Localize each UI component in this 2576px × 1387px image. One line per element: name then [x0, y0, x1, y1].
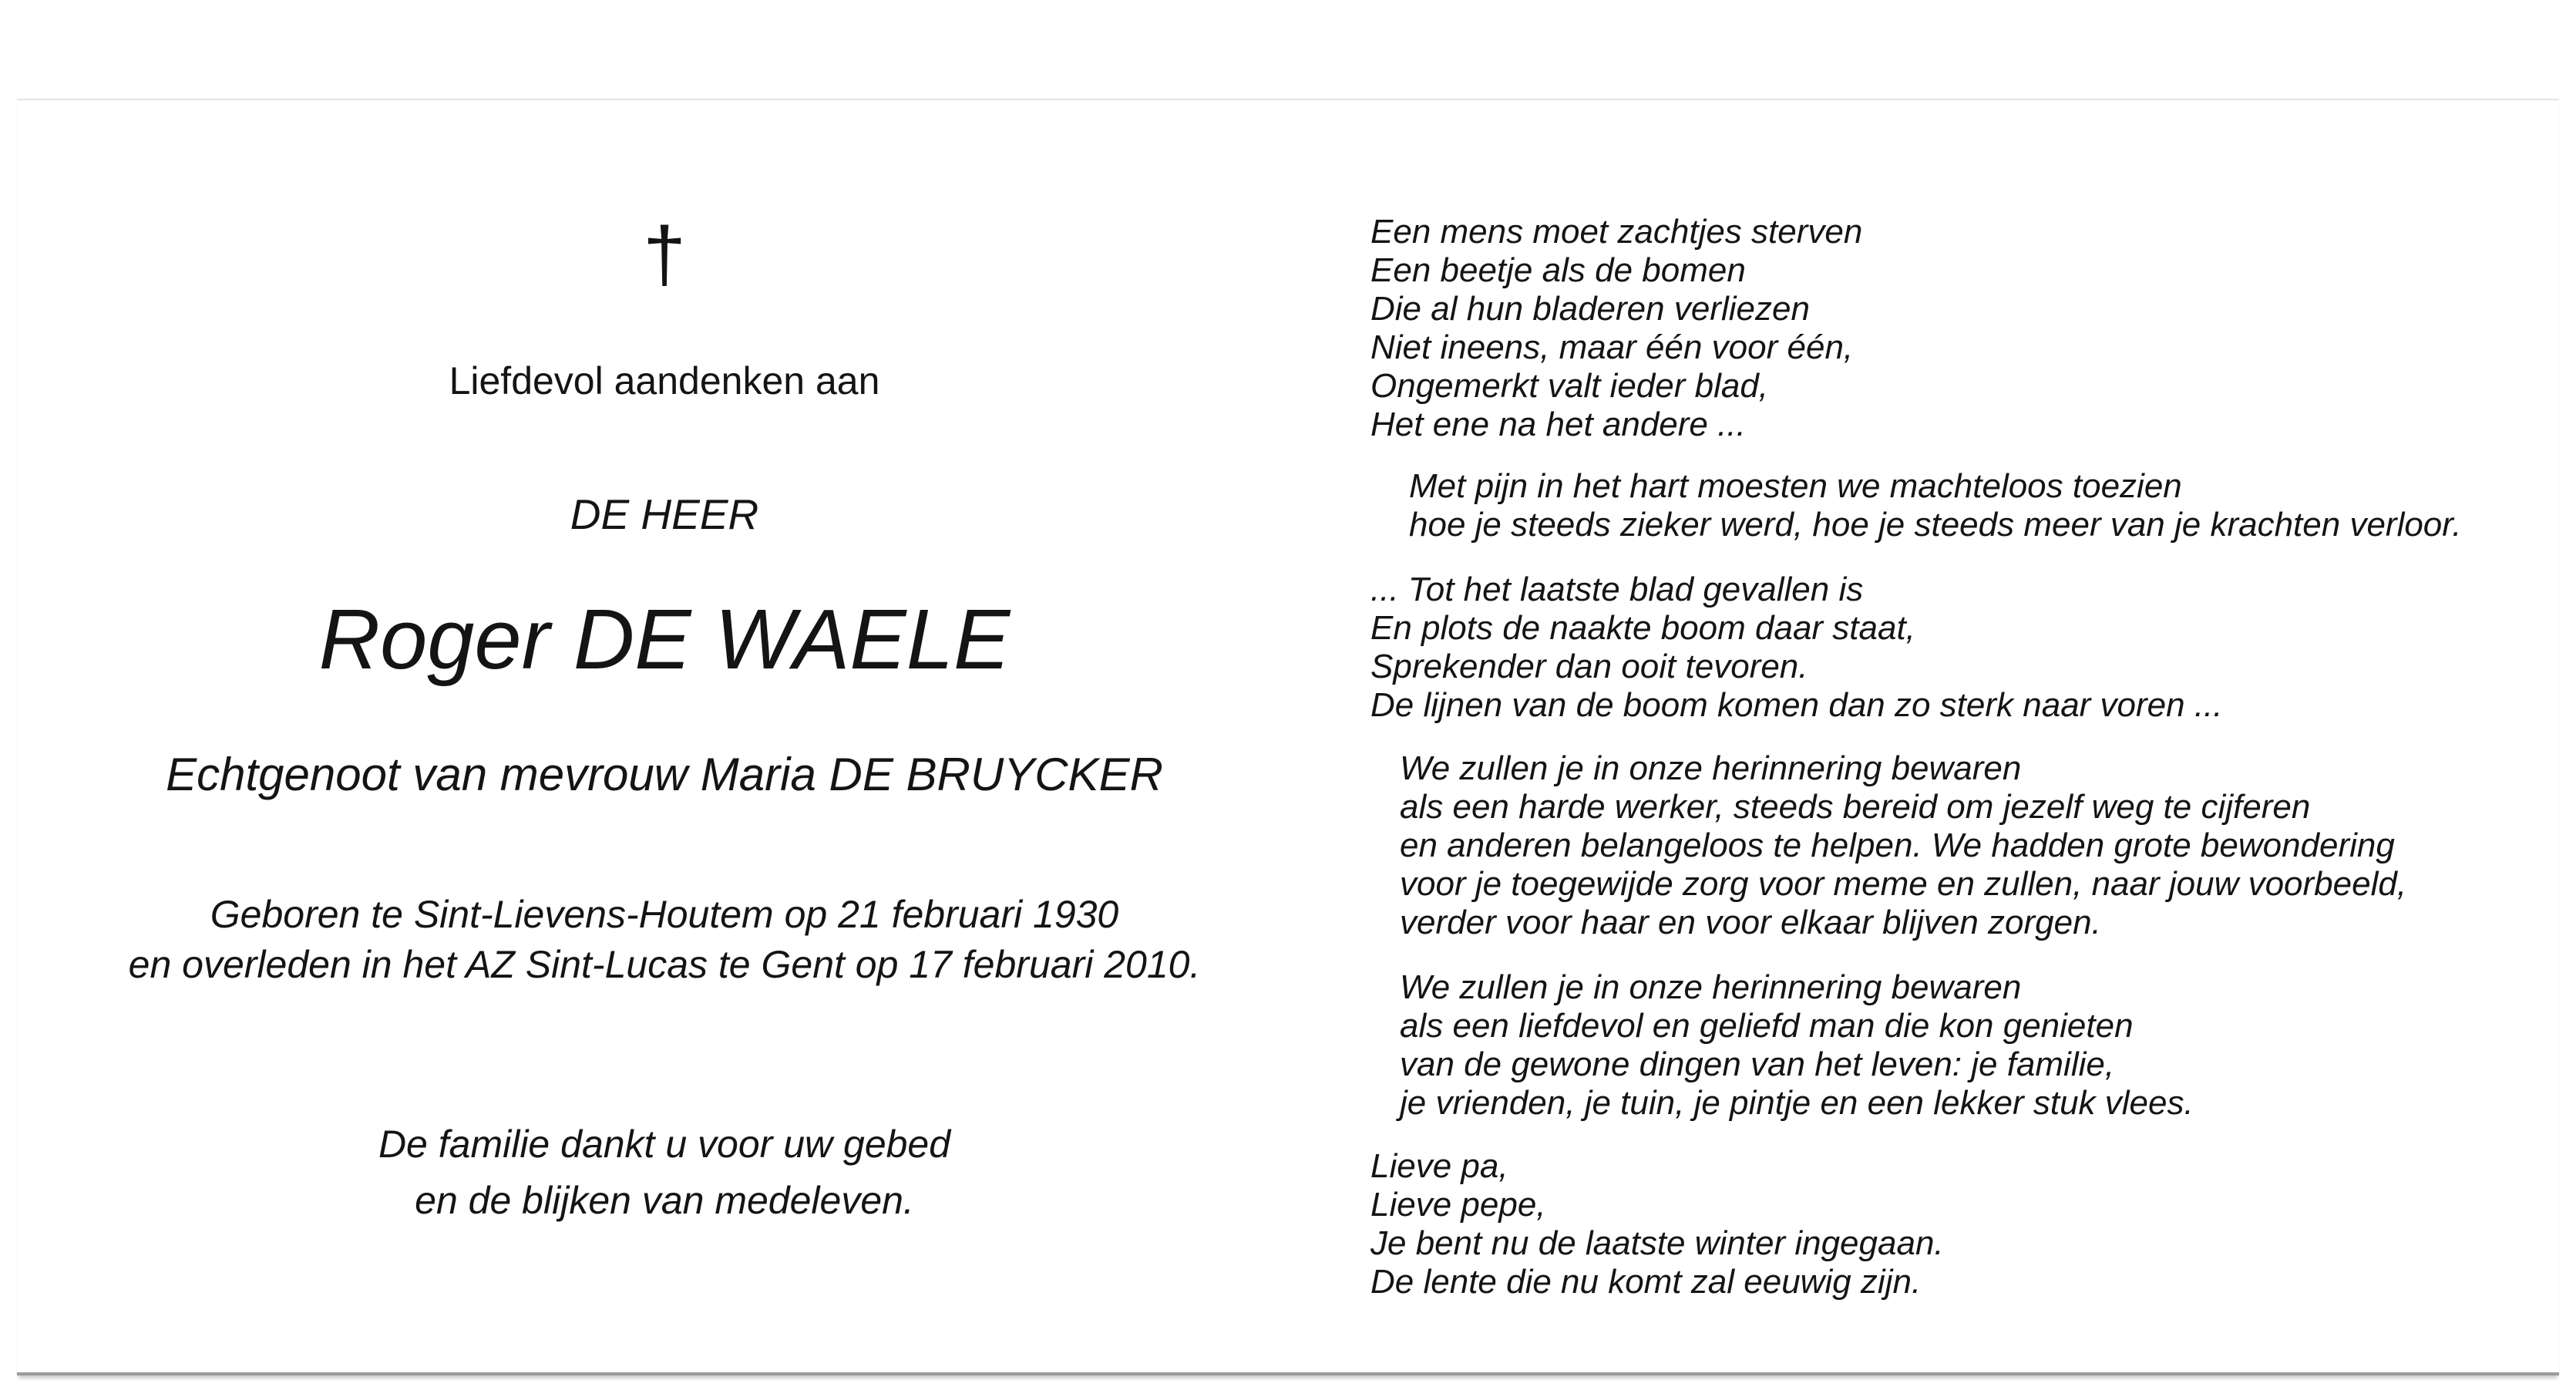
intro-text: Liefdevol aandenken aan [449, 359, 880, 402]
poem-stanza-3 [1370, 571, 2223, 725]
poem-line: Die al hun bladeren verliezen [1370, 290, 1810, 328]
poem-line: Het ene na het andere ... [1370, 406, 1746, 443]
poem-line: Niet ineens, maar één voor één, [1370, 328, 1854, 366]
poem-line: Lieve pepe, [1370, 1186, 1546, 1224]
honorific-title: DE HEER [570, 490, 759, 538]
poem-stanza-6 [1370, 1147, 1944, 1301]
poem-line: We zullen je in onze herinnering bewaren [1400, 749, 2022, 787]
poem-line: verder voor haar en voor elkaar blijven zorgen. [1400, 904, 2101, 941]
thanks-line-2: en de blijken van medeleven. [415, 1179, 914, 1222]
poem-line: De lijnen van de boom komen dan zo sterk naar voren ... [1370, 686, 2223, 724]
poem-line: Je bent nu de laatste winter ingegaan. [1370, 1224, 1944, 1262]
poem-line: Lieve pa, [1370, 1147, 1508, 1185]
poem-line: Een beetje als de bomen [1370, 251, 1746, 289]
deceased-name: Roger DE WAELE [318, 592, 1011, 687]
poem-line: Ongemerkt valt ieder blad, [1370, 367, 1769, 405]
cross-icon: † [643, 211, 686, 298]
thanks-line-1: De familie dankt u voor uw gebed [378, 1123, 951, 1166]
poem-stanza-1 [1370, 213, 1862, 444]
poem-line: De lente die nu komt zal eeuwig zijn. [1370, 1263, 1922, 1301]
birth-line: Geboren te Sint-Lievens-Houtem op 21 februari 1930 [210, 893, 1119, 936]
poem-stanza-5 [1400, 968, 2194, 1123]
poem-stanza-2 [1409, 467, 2462, 544]
poem-line: Met pijn in het hart moesten we machteloos toezien [1409, 467, 2182, 505]
poem-line: voor je toegewijde zorg voor meme en zullen, naar jouw voorbeeld, [1400, 865, 2407, 903]
poem-panel [1370, 100, 2542, 1372]
poem-line: je vrienden, je tuin, je pintje en een lekker stuk vlees. [1400, 1084, 2194, 1122]
poem-stanza-4 [1400, 749, 2406, 942]
poem-line: als een liefdevol en geliefd man die kon genieten [1400, 1007, 2134, 1045]
left-panel [86, 100, 1243, 1372]
poem-line: Een mens moet zachtjes sterven [1370, 213, 1863, 251]
poem-line: Sprekender dan ooit tevoren. [1370, 648, 1808, 685]
memorial-card [17, 99, 2559, 1375]
poem-line: van de gewone dingen van het leven: je familie, [1400, 1045, 2115, 1083]
poem-line: als een harde werker, steeds bereid om jezelf weg te cijferen [1400, 788, 2311, 826]
poem-line: En plots de naakte boom daar staat, [1370, 609, 1915, 647]
poem-line: ... Tot het laatste blad gevallen is [1370, 571, 1864, 608]
death-line: en overleden in het AZ Sint-Lucas te Gent op 17 februari 2010. [128, 943, 1201, 986]
poem-line: en anderen belangeloos te helpen. We hadden grote bewondering [1400, 826, 2395, 864]
spouse-line: Echtgenoot van mevrouw Maria DE BRUYCKER [166, 749, 1163, 800]
poem-line: We zullen je in onze herinnering bewaren [1400, 968, 2022, 1006]
poem-line: hoe je steeds zieker werd, hoe je steeds meer van je krachten verloor. [1409, 506, 2462, 544]
